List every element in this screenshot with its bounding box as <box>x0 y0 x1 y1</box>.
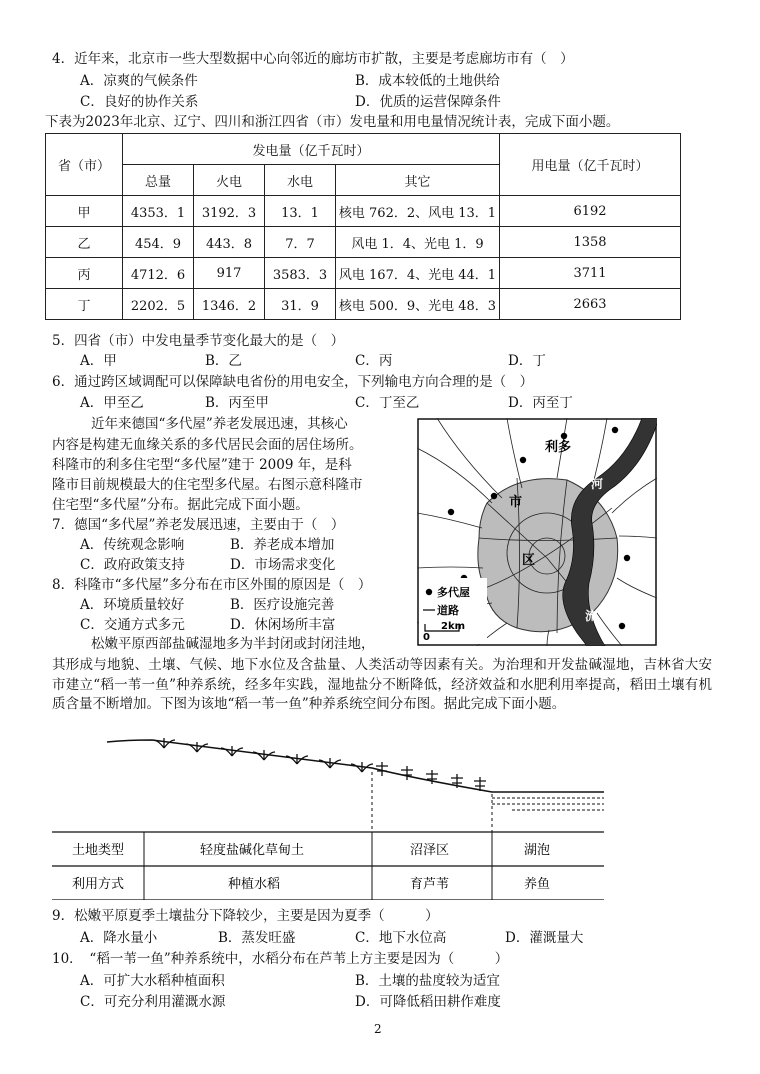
header-generation: 发电量（亿千瓦时） <box>123 134 500 165</box>
table-intro: 下表为2023年北京、辽宁、四川和浙江四省（市）发电量和用电量情况统计表，完成下面小题。 <box>45 114 620 130</box>
q4-option-b: B．成本较低的土地供给 <box>355 73 500 89</box>
q5-option-a: A．甲 <box>80 353 117 369</box>
q7-option-c: C．政府政策支持 <box>80 557 185 573</box>
legend-house-label: 多代屋 <box>437 586 470 599</box>
germany-passage-line-3: 科隆市的利多住宅型“多代屋”建于 2009 年，是科 <box>52 457 352 473</box>
q7-option-d: D．市场需求变化 <box>230 557 336 573</box>
q4-option-d: D．优质的运营保障条件 <box>355 94 501 110</box>
q7-option-b: B．养老成本增加 <box>230 537 335 553</box>
q5-stem: 5．四省（市）中发电量季节变化最大的是（ ） <box>52 333 345 349</box>
house-marker <box>624 555 630 561</box>
q8-option-d: D．休闲场所丰富 <box>230 617 336 633</box>
use-reed: 育芦苇 <box>410 877 450 892</box>
q5-option-c: C．丙 <box>355 353 393 369</box>
q8-option-b: B．医疗设施完善 <box>230 597 335 613</box>
q5-option-b: B．乙 <box>205 353 242 369</box>
profile-row1-label: 土地类型 <box>72 843 125 858</box>
q5-option-d: D．丁 <box>508 353 546 369</box>
q10-option-a: A．可扩大水稻种植面积 <box>80 973 225 989</box>
subheader-thermal: 火电 <box>194 165 265 196</box>
q8-option-c: C．交通方式多元 <box>80 617 185 633</box>
subheader-total: 总量 <box>123 165 194 196</box>
power-stats-table <box>45 133 681 320</box>
label-river-2: 流 <box>585 609 598 623</box>
germany-passage-line-2: 内容是构建无血缘关系的多代居民会面的居住场所。 <box>52 437 363 453</box>
scale-zero: 0 <box>423 632 430 643</box>
q6-option-d: D．丙至丁 <box>508 395 573 411</box>
q6-stem: 6．通过跨区域调配可以保障缺电省份的用电安全，下列输电方向合理的是（ ） <box>52 374 534 390</box>
q10-option-b: B．土壤的盐度较为适宜 <box>355 973 500 989</box>
q8-stem: 8．科隆市“多代屋”多分布在市区外围的原因是（ ） <box>52 577 372 593</box>
q7-stem: 7．德国“多代屋”养老发展迅速，主要由于（ ） <box>52 517 345 533</box>
q7-option-a: A．传统观念影响 <box>80 537 185 553</box>
land-type-meadow: 轻度盐碱化草甸土 <box>200 843 305 858</box>
label-city-2: 区 <box>522 553 536 568</box>
table-row: 丙 4712．6 917 3583．3 风电 167．4、光电 44．1 3711 <box>46 258 681 289</box>
q10-option-d: D．可降低稻田耕作难度 <box>355 994 501 1010</box>
q8-option-a: A．环境质量较好 <box>80 597 185 613</box>
scale-km: 2km <box>441 621 466 632</box>
q9-option-a: A．降水量小 <box>80 930 158 946</box>
table-row: 甲 4353．1 3192．3 13．1 核电 762．2、风电 13．1 6192 <box>46 196 681 227</box>
q10-option-c: C．可充分利用灌溉水源 <box>80 994 226 1010</box>
songnen-passage-line-1: 松嫩平原西部盐碱湿地多为半封闭或封闭洼地， <box>91 636 375 652</box>
use-rice: 种植水稻 <box>228 877 281 892</box>
q4-option-a: A．凉爽的气候条件 <box>80 73 198 89</box>
land-type-marsh: 沼泽区 <box>410 843 450 858</box>
label-city-1: 市 <box>509 495 523 510</box>
q9-option-b: B．蒸发旺盛 <box>218 930 296 946</box>
header-province: 省（市） <box>46 134 123 196</box>
q9-stem: 9．松嫩平原夏季土壤盐分下降较少，主要是因为夏季（ ） <box>52 908 439 924</box>
header-consumption: 用电量（亿千瓦时） <box>500 134 681 196</box>
water-surface <box>492 798 604 810</box>
legend-house-symbol <box>426 589 432 595</box>
germany-passage-line-5: 住宅型“多代屋”分布。据此完成下面小题。 <box>52 497 309 513</box>
q9-option-c: C．地下水位高 <box>355 930 447 946</box>
songnen-passage-rest: 其形成与地貌、土壤、气候、地下水位及含盐量、人类活动等因素有关。为治理和开发盐碱湿地，吉林省大安市建立“稻一苇一鱼”种养系统，经多年实践，湿地盐分不断降低，经济效益和水肥利用率提高，稻田土壤有机质含量不断增加。下图为该地“稻一苇一鱼”种养系统空间分布图。据此完成下面小题。 <box>52 657 712 712</box>
profile-row2-label: 利用方式 <box>72 877 125 892</box>
use-fish: 养鱼 <box>524 877 551 892</box>
q10-stem: 10． “稻一苇一鱼”种养系统中，水稻分布在芦苇上方主要是因为（ ） <box>52 951 509 967</box>
q4-stem: 4．近年来，北京市一些大型数据中心向邻近的廊坊市扩散，主要是考虑廊坊市有（ ） <box>52 51 574 67</box>
q6-option-a: A．甲至乙 <box>80 395 144 411</box>
rice-reed-fish-profile <box>52 728 612 900</box>
germany-passage-line-1: 近年来德国“多代屋”养老发展迅速，其核心 <box>91 416 348 432</box>
house-marker <box>448 509 454 515</box>
germany-passage-line-4: 隆市目前规模最大的住宅型多代屋。右图示意科隆市 <box>52 477 363 493</box>
cologne-map <box>417 418 657 646</box>
house-marker <box>619 623 625 629</box>
subheader-other: 其它 <box>336 165 500 196</box>
page-number: 2 <box>374 1022 382 1036</box>
label-lido: 利多 <box>545 440 572 455</box>
subheader-hydro: 水电 <box>265 165 336 196</box>
rice-plants <box>153 738 373 772</box>
house-marker <box>612 427 618 433</box>
legend-road-label: 道路 <box>437 604 459 617</box>
table-row: 乙 454．9 443．8 7．7 风电 1．4、光电 1．9 1358 <box>46 227 681 258</box>
q4-option-c: C．良好的协作关系 <box>80 94 199 110</box>
label-river-1: 河 <box>591 477 604 491</box>
table-row: 丁 2202．5 1346．2 31．9 核电 500．9、光电 48．3 2663 <box>46 289 681 320</box>
house-marker <box>520 457 526 463</box>
land-type-lake: 湖泡 <box>524 843 551 858</box>
house-marker <box>561 433 567 439</box>
q6-option-c: C．丁至乙 <box>355 395 420 411</box>
map-legend <box>419 578 487 644</box>
q9-option-d: D．灌溉量大 <box>505 930 584 946</box>
q6-option-b: B．丙至甲 <box>205 395 269 411</box>
house-marker <box>491 493 497 499</box>
reed-plants <box>376 762 486 791</box>
